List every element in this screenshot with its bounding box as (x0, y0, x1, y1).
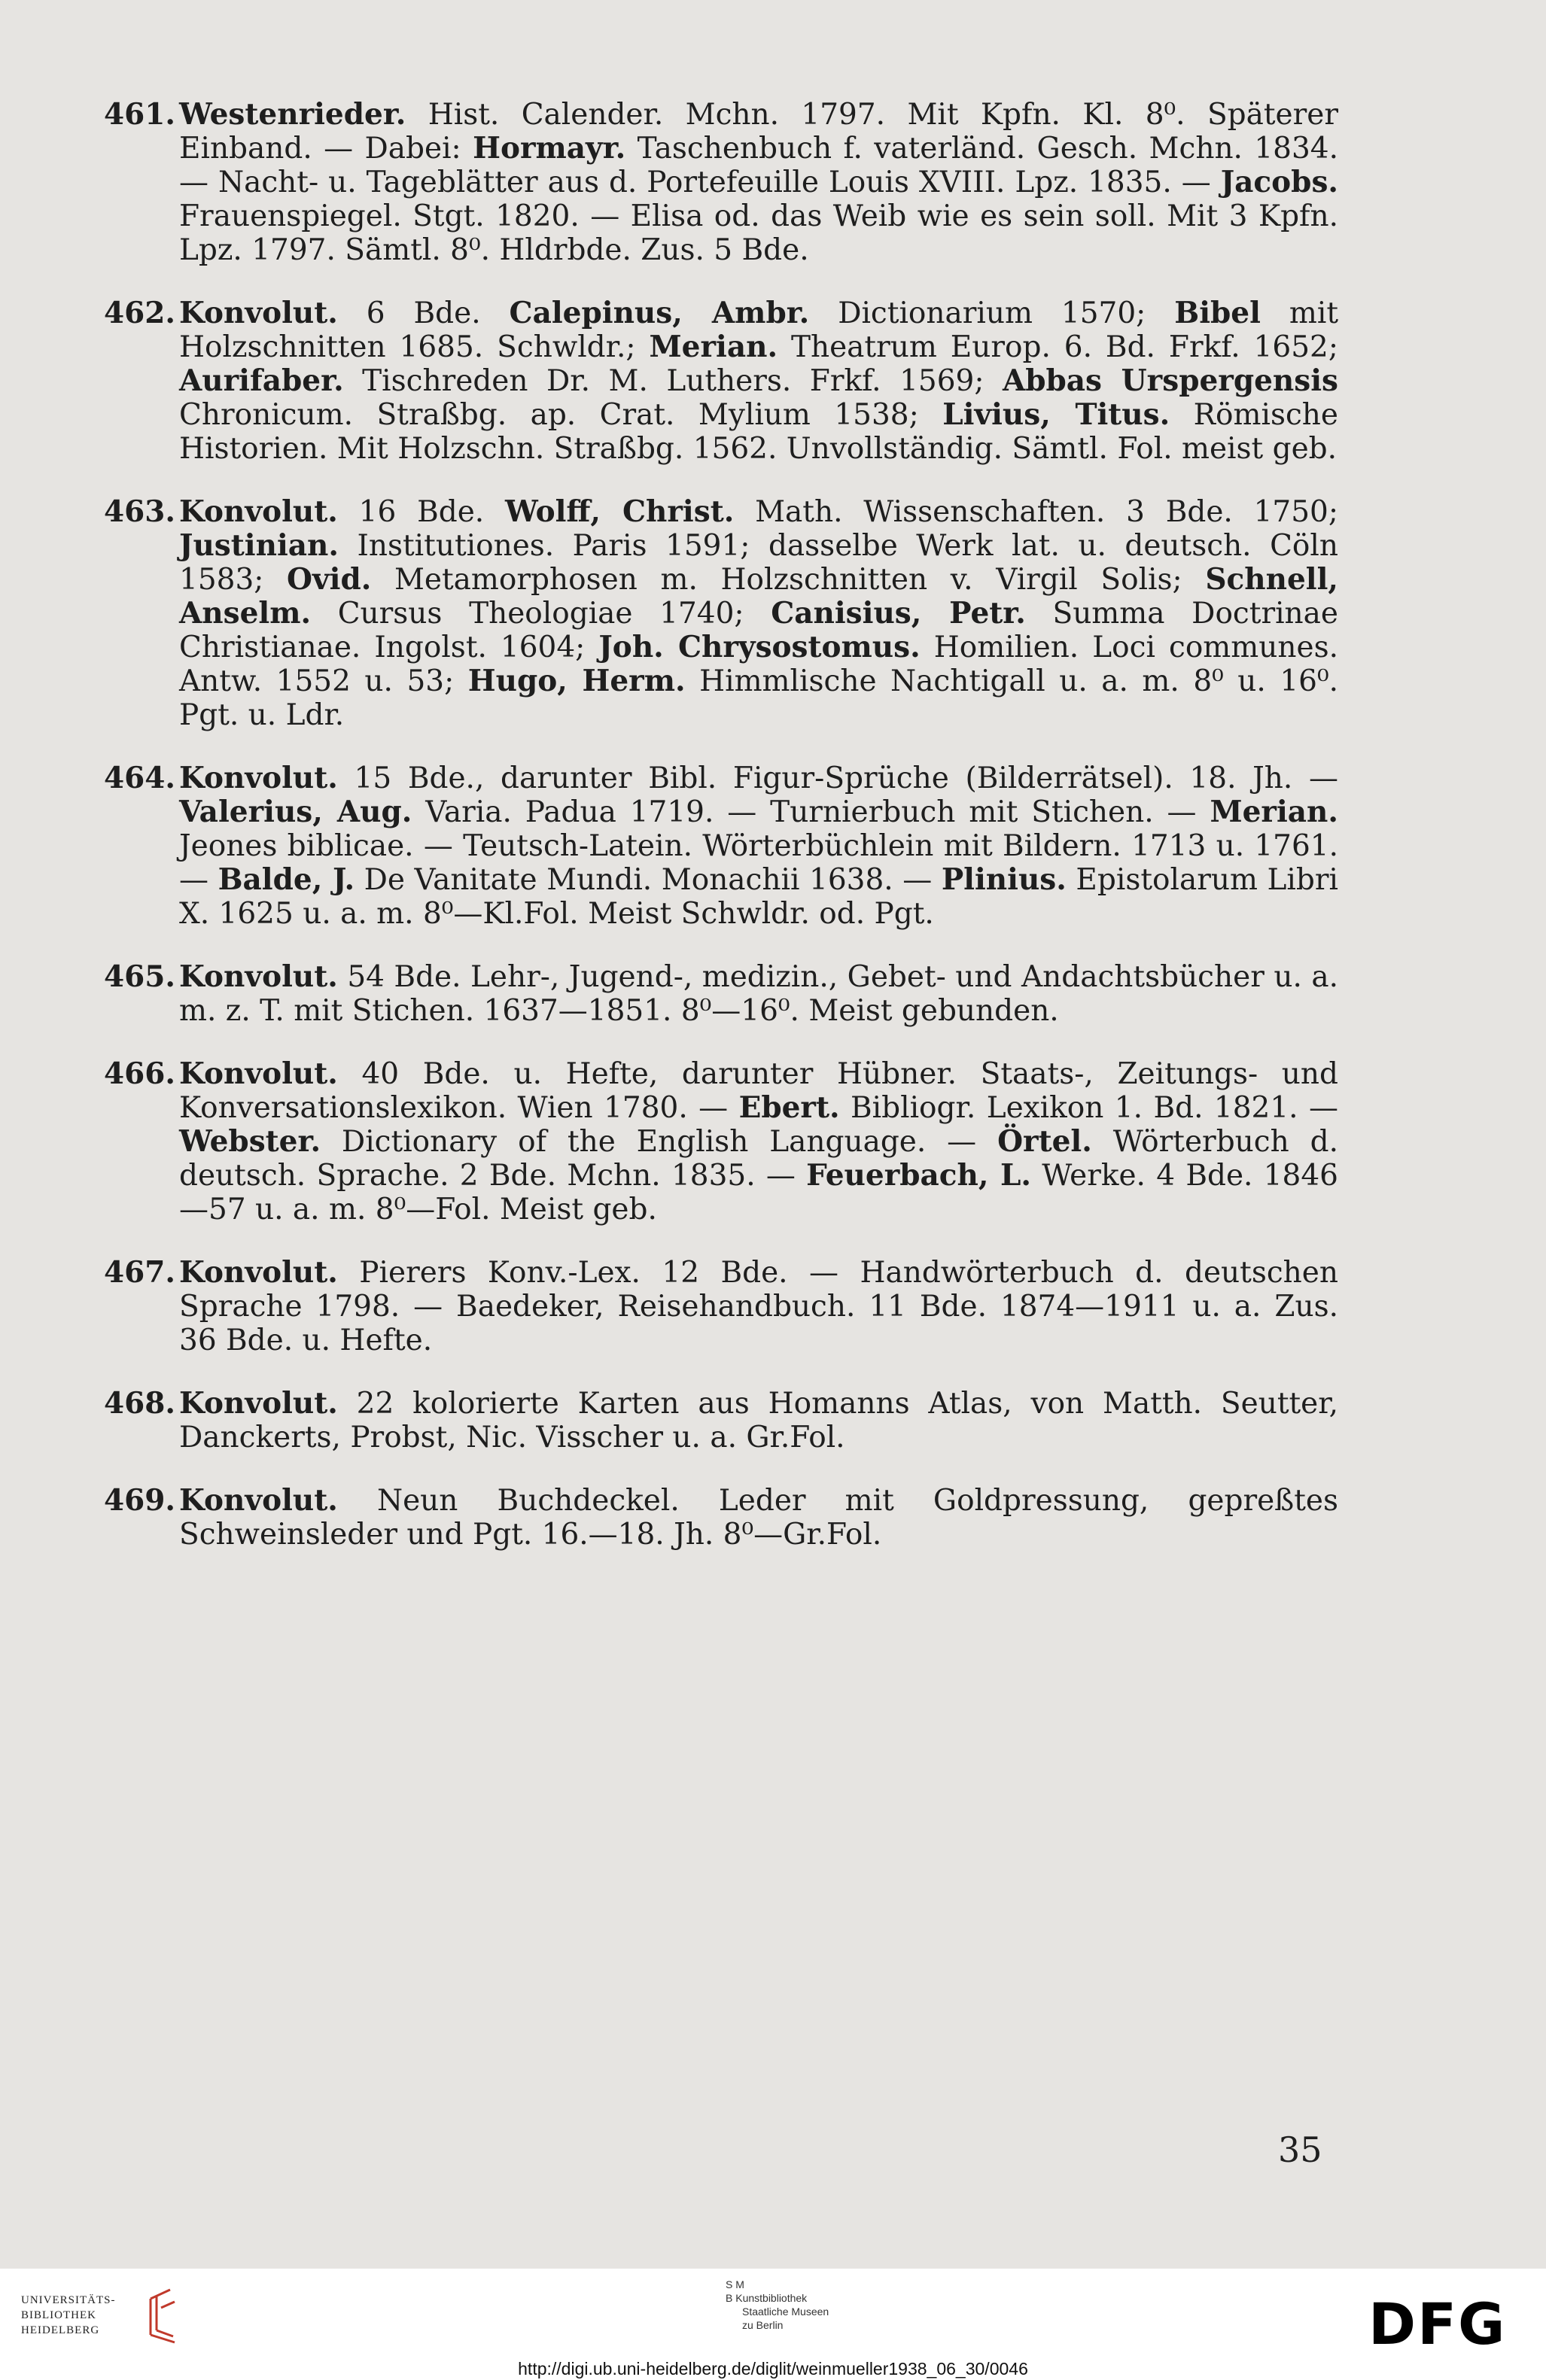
entry-author: Feuerbach, L. (806, 1158, 1031, 1193)
entry-author: Ovid. (287, 562, 372, 597)
catalog-entry (104, 98, 1338, 267)
smb-line: Staatliche Museen (742, 2306, 829, 2318)
entry-text: 40 Bde. u. Hefte, darunter Hübner. Staats-, Zeitungs- und Konversationslexikon. Wien 1780. — (179, 1057, 1338, 1125)
entry-text: Math. Wissenschaften. 3 Bde. 1750; (734, 495, 1338, 529)
entry-author: Hormayr. (473, 131, 626, 166)
entry-text: 15 Bde., darunter Bibl. Figur-Sprüche (Bilderrätsel). 18. Jh. — (337, 761, 1338, 795)
source-url-link[interactable]: http://digi.ub.uni-heidelberg.de/diglit/weinmueller1938_06_30/0046 (518, 2359, 1028, 2378)
entry-text: Bibliogr. Lexikon 1. Bd. 1821. — (839, 1091, 1339, 1125)
entry-author: Konvolut. (179, 494, 338, 529)
entry-author: Ebert. (738, 1090, 840, 1125)
entry-author: Konvolut. (179, 959, 338, 994)
smb-line: S M (726, 2278, 744, 2290)
entry-text: 54 Bde. Lehr-, Jugend-, medizin., Gebet- und Andachtsbücher u. a. m. z. T. mit Stichen. 1637—1851. 8⁰—16⁰. Meist gebunden. (179, 960, 1338, 1028)
entry-text: 16 Bde. (337, 495, 505, 529)
entry-text: Wörterbuch d. deutsch. Sprache. 2 Bde. Mchn. 1835. — (179, 1125, 1338, 1193)
footer-bar (0, 2269, 1546, 2380)
entry-text: Summa Doctrinae Christianae. Ingolst. 1604; (179, 597, 1339, 664)
ub-line: BIBLIOTHEK (21, 2309, 96, 2321)
entry-text: De Vanitate Mundi. Monachii 1638. — (355, 863, 942, 897)
entry-author: Wolff, Christ. (504, 494, 735, 529)
entry-text: Theatrum Europ. 6. Bd. Frkf. 1652; (778, 330, 1338, 364)
entry-text: Homilien. Loci communes. Antw. 1552 u. 53; (179, 631, 1338, 698)
entry-text: 22 kolorierte Karten aus Homanns Atlas, von Matth. Seutter, Danckerts, Probst, Nic. Visscher u. a. Gr.Fol. (179, 1387, 1338, 1454)
entry-text: Himmlische Nachtigall u. a. m. 8⁰ u. 16⁰. Pgt. u. Ldr. (179, 664, 1338, 732)
entry-number: 468. (104, 1386, 175, 1421)
entry-author: Schnell, Anselm. (179, 562, 1338, 631)
entry-number: 464. (104, 761, 175, 795)
entry-number: 467. (104, 1255, 175, 1290)
smb-line: zu Berlin (742, 2319, 784, 2331)
entry-author: Örtel. (997, 1124, 1092, 1159)
entry-text: Taschenbuch f. vaterländ. Gesch. Mchn. 1834. — Nacht- u. Tageblätter aus d. Portefeuille Louis XVIII. Lpz. 1835. — (179, 132, 1338, 199)
entry-text: Werke. 4 Bde. 1846—57 u. a. m. 8⁰—Fol. Meist geb. (179, 1159, 1338, 1226)
entry-text: mit Holzschnitten 1685. Schwldr.; (179, 296, 1338, 364)
entry-author: Konvolut. (179, 296, 338, 330)
entry-text: Frauenspiegel. Stgt. 1820. — Elisa od. das Weib wie es sein soll. Mit 3 Kpfn. Lpz. 1797. Sämtl. 8⁰. Hldrbde. Zus. 5 Bde. (179, 199, 1338, 267)
ub-heidelberg-label[interactable] (21, 2293, 116, 2338)
entry-text: Neun Buchdeckel. Leder mit Goldpressung, gepreßtes Schweinsleder und Pgt. 16.—18. Jh. 8⁰—Gr.Fol. (179, 1484, 1338, 1552)
entry-author: Webster. (179, 1124, 321, 1159)
entry-text: Hist. Calender. Mchn. 1797. Mit Kpfn. Kl. 8⁰. Späterer Einband. — Dabei: (179, 98, 1338, 166)
entry-author: Livius, Titus. (942, 397, 1170, 432)
entry-author: Konvolut. (179, 761, 338, 795)
entry-author: Merian. (649, 330, 778, 364)
entry-text: 6 Bde. (337, 296, 510, 330)
entry-author: Canisius, Petr. (771, 596, 1026, 631)
entry-number: 461. (104, 97, 175, 132)
entry-number: 462. (104, 296, 175, 330)
entry-author: Joh. Chrysostomus. (598, 630, 921, 664)
entry-author: Konvolut. (179, 1255, 338, 1290)
entry-author: Konvolut. (179, 1056, 338, 1091)
entry-author: Bibel (1174, 296, 1261, 330)
entry-author: Merian. (1210, 795, 1338, 829)
entry-author: Calepinus, Ambr. (509, 296, 810, 330)
catalog-entries (104, 98, 1338, 1581)
entry-text: Cursus Theologiae 1740; (311, 597, 771, 631)
ub-heidelberg-logo-icon[interactable] (140, 2285, 185, 2345)
entry-number: 463. (104, 494, 175, 529)
catalog-entry (104, 495, 1338, 732)
entry-text: Metamorphosen m. Holzschnitten v. Virgil Solis; (371, 563, 1206, 597)
smb-kunstbibliothek-label[interactable] (726, 2278, 829, 2332)
entry-author: Westenrieder. (179, 97, 406, 132)
entry-number: 469. (104, 1483, 175, 1518)
entry-text: Pierers Konv.-Lex. 12 Bde. — Handwörterbuch d. deutschen Sprache 1798. — Baedeker, Reisehandbuch. 11 Bde. 1874—1911 u. a. Zus. 36 Bde. u. Hefte. (179, 1256, 1338, 1357)
entry-text: Dictionarium 1570; (809, 296, 1175, 330)
entry-number: 466. (104, 1056, 175, 1091)
catalog-entry (104, 960, 1338, 1028)
catalog-entry (104, 1387, 1338, 1454)
entry-author: Plinius. (941, 862, 1067, 897)
page-number: 35 (1278, 2129, 1322, 2170)
entry-text: Jeones biblicae. — Teutsch-Latein. Wörterbüchlein mit Bildern. 1713 u. 1761. — (179, 829, 1338, 897)
catalog-entry (104, 1484, 1338, 1552)
catalog-entry (104, 296, 1338, 466)
entry-text: Römische Historien. Mit Holzschn. Straßbg. 1562. Unvollständig. Sämtl. Fol. meist geb. (179, 398, 1339, 466)
ub-line: UNIVERSITÄTS- (21, 2294, 116, 2306)
entry-author: Konvolut. (179, 1483, 338, 1518)
entry-author: Balde, J. (218, 862, 355, 897)
catalog-entry (104, 761, 1338, 931)
entry-author: Jacobs. (1220, 165, 1338, 199)
entry-text: Varia. Padua 1719. — Turnierbuch mit Stichen. — (412, 795, 1210, 829)
entry-author: Abbas Urspergensis (1002, 363, 1338, 398)
entry-author: Konvolut. (179, 1386, 338, 1421)
entry-text: Epistolarum Libri X. 1625 u. a. m. 8⁰—Kl.Fol. Meist Schwldr. od. Pgt. (179, 863, 1338, 931)
entry-author: Justinian. (179, 528, 339, 563)
catalog-entry (104, 1057, 1338, 1226)
entry-text: Dictionary of the English Language. — (321, 1125, 998, 1159)
entry-text: Tischreden Dr. M. Luthers. Frkf. 1569; (343, 364, 1003, 398)
entry-author: Hugo, Herm. (467, 664, 686, 698)
entry-author: Valerius, Aug. (179, 795, 412, 829)
ub-line: HEIDELBERG (21, 2324, 100, 2336)
smb-line: B Kunstbibliothek (726, 2292, 808, 2304)
dfg-logo[interactable]: DFG (1368, 2290, 1507, 2357)
catalog-entry (104, 1256, 1338, 1357)
entry-text: Institutiones. Paris 1591; dasselbe Werk lat. u. deutsch. Cöln 1583; (179, 529, 1338, 597)
entry-text: Chronicum. Straßbg. ap. Crat. Mylium 1538; (179, 398, 943, 432)
entry-author: Aurifaber. (179, 363, 344, 398)
entry-number: 465. (104, 959, 175, 994)
